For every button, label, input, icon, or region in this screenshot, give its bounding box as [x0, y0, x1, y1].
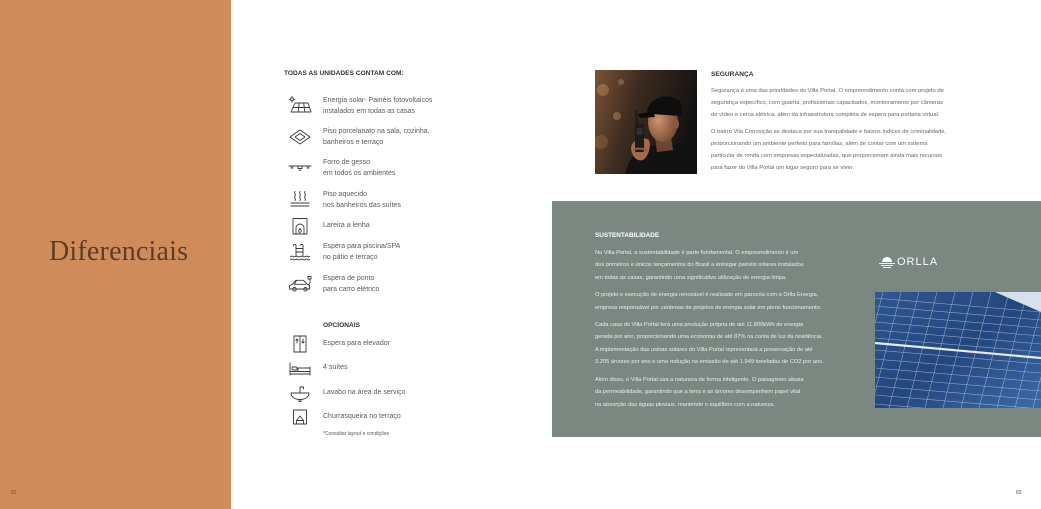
- fireplace-icon: [288, 217, 312, 235]
- feature-line: Energia solar- Painéis fotovoltaicos: [323, 97, 433, 104]
- text-line: para fazer do Villa Portal um lugar seguro para se viver.: [711, 165, 854, 172]
- page-number-right: 83: [1016, 490, 1022, 496]
- feature-line: Espera para piscina/SPA: [323, 243, 401, 250]
- feature-line: nos banheiros das suítes: [323, 201, 401, 209]
- feature-line: Piso aquecido: [323, 191, 367, 198]
- optional-label: Lavabo na área de serviço: [323, 389, 406, 396]
- sustainability-paragraph: [595, 374, 824, 412]
- text-line: gerada por ano, proporcionando uma economia de até 87% na conta de luz da residência.: [595, 334, 823, 341]
- feature-item-pool: [323, 242, 400, 263]
- feature-item-fireplace: [323, 221, 370, 232]
- optional-label: Espera para elevador: [323, 340, 390, 347]
- text-line: 3.205 árvores por ano e uma redução na emissão de até 1.949 toneladas de CO2 por ano.: [595, 359, 824, 366]
- sustainability-paragraph: [595, 289, 824, 314]
- pool-ladder-icon: [288, 243, 312, 261]
- feature-item-plaster-ceiling: [323, 158, 395, 179]
- security-guard-photo: [595, 70, 697, 174]
- text-line: No Villa Portal, a sustentabilidade é parte fundamental. O empreendimento é um: [595, 249, 799, 256]
- feature-item-heated-floor: [323, 190, 401, 211]
- feature-line: instalados em todas as casas: [323, 107, 415, 115]
- text-line: segurança específico, com guarita, profissionais capacitados, monitoramento por câmeras: [711, 100, 943, 107]
- text-line: Cada casa do Villa Portal terá uma produção própria de até 11.800kWh de energia: [595, 321, 804, 328]
- orlla-logo: [878, 256, 938, 268]
- feature-line: Lareira a lenha: [323, 222, 370, 229]
- orlla-logo-text: ORLLA: [897, 256, 939, 268]
- sustainability-paragraph: [595, 247, 824, 285]
- feature-line: Piso porcelanato na sala, cozinha,: [323, 128, 430, 135]
- sustainability-paragraph: [595, 319, 824, 369]
- security-heading: SEGURANÇA: [711, 71, 754, 78]
- electric-car-icon: [288, 275, 312, 293]
- feature-line: Espera de ponto: [323, 275, 375, 282]
- optional-item-elevator: [323, 339, 390, 350]
- sustainability-heading: SUSTENTABILIDADE: [595, 232, 660, 239]
- page-title: Diferenciais: [49, 236, 189, 267]
- feature-item-ev-charger: [323, 274, 379, 295]
- security-text: [711, 85, 946, 174]
- grill-icon: [288, 408, 312, 426]
- floor-tile-icon: [288, 128, 312, 146]
- solar-panels-photo: [875, 292, 1041, 408]
- solar-panel-icon: [288, 96, 312, 114]
- optionals-heading: OPCIONAIS: [323, 322, 361, 329]
- text-line: da permeabilidade, garantindo que a terra e as árvores desempenhem papel vital: [595, 389, 801, 396]
- text-line: dos primeiros e únicos lançamentos do Brasil a entregar painéis solares instalados: [595, 262, 804, 269]
- feature-line: em todos os ambientes: [323, 169, 396, 177]
- text-line: Segurança é uma das prioridades do Villa Portal. O empreendimento conta com projeto de: [711, 88, 944, 94]
- page-number-left: 82: [11, 490, 17, 496]
- sun-icon: [878, 256, 896, 268]
- feature-line: no pátio e terraço: [323, 253, 378, 261]
- optional-item-suites: [323, 363, 348, 374]
- text-line: A implementação das usinas solares do Villa Portal representará a preservação de até: [595, 346, 813, 353]
- features-heading: TODAS AS UNIDADES CONTAM COM:: [284, 70, 404, 77]
- text-line: Além disso, o Villa Portal usa a natureza de forma inteligente. O paisagismo abusa: [595, 376, 804, 383]
- text-line: de vídeo e cerca elétrica, além da infraestrutura completa de espera para portaria virtual.: [711, 112, 940, 119]
- heated-floor-icon: [288, 190, 312, 208]
- feature-line: Forro de gesso: [323, 159, 371, 166]
- text-line: O projeto e execução de energia renovável é realizado em parceria com a Orlla Energia,: [595, 292, 819, 299]
- sink-icon: [288, 384, 312, 402]
- text-line: O bairro Vila Conceição se destaca por sua tranquilidade e baixos índices de criminalidade,: [711, 128, 947, 135]
- sustainability-text: [595, 247, 824, 411]
- feature-item-porcelain-floor: [323, 127, 430, 148]
- text-line: proporcionando um ambiente perfeito para famílias, além de contar com um sistema: [711, 140, 928, 147]
- elevator-icon: [288, 335, 312, 353]
- ceiling-icon: [288, 159, 312, 177]
- feature-line: banheiros e terraço: [323, 138, 384, 146]
- security-paragraph: [711, 126, 946, 175]
- optionals-footnote: *Consultar layout e condições: [323, 431, 390, 437]
- optional-label: Churrasqueira no terraço: [323, 413, 401, 420]
- optional-item-barbecue: [323, 412, 401, 423]
- security-paragraph: [711, 85, 946, 122]
- feature-line: para carro elétrico: [323, 285, 380, 293]
- feature-item-solar-energy: [323, 96, 432, 117]
- optional-label: 4 suítes: [323, 364, 348, 371]
- optional-item-laundry-restroom: [323, 388, 406, 399]
- text-line: em todas as casas, garantindo uma significativa utilização de energia limpa.: [595, 274, 787, 281]
- text-line: particular de ronda com empresas especializadas, que proporcionam ainda mais recursos: [711, 153, 943, 160]
- bed-icon: [288, 359, 312, 377]
- text-line: empresa responsável por centenas de projetos de energia solar em pleno funcionamento.: [595, 304, 822, 311]
- text-line: na absorção das águas pluviais, mantendo o equilíbrio com a natureza.: [595, 401, 775, 408]
